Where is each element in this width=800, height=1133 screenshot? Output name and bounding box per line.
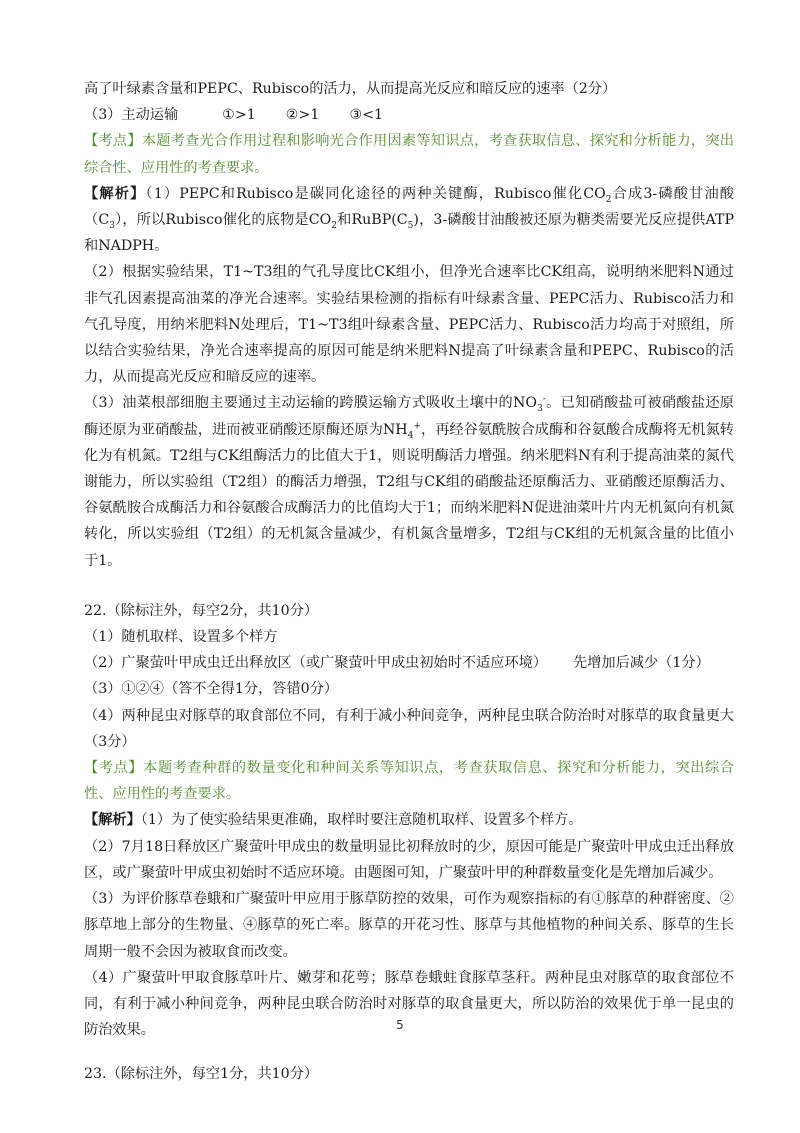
q21-jiexi-1-text-c: ），所以Rubisco催化的底物是CO bbox=[114, 212, 332, 229]
q21-answer-3-b: ②>1 bbox=[285, 107, 320, 124]
subscript: 3 bbox=[109, 220, 115, 231]
q21-kaodian-tag: 【考点】 bbox=[84, 133, 142, 150]
q21-jiexi-2: （2）根据实验结果，T1~T3组的气孔导度比CK组小，但净光合速率比CK组高，说明纳米肥料N通过非气孔因素提高油菜的净光合速率。实验结果检测的指标有叶绿素含量、PEPC活力、Rubisco活力和气孔导度，用纳米肥料N处理后，T1~T3组叶绿素含量、PEPC活力、Rubisco活力均高于对照组，所以结合实验结果，净光合速率提高的原因可能是纳米肥料N提高了叶绿素含量和PEPC、Rubisco的活力，从而提高光反应和暗反应的速率。 bbox=[84, 264, 734, 386]
q22-answer-2-b: 先增加后减少（1分） bbox=[573, 655, 710, 672]
q22-kaodian-text: 本题考查种群的数量变化和种间关系等知识点，考查获取信息、探究和分析能力，突出综合性、应用性的考查要求。 bbox=[84, 760, 734, 803]
q21-jiexi-3-text-a: （3）油菜根部细胞主要通过主动运输的跨膜运输方式吸收土壤中的NO bbox=[84, 395, 538, 412]
superscript: + bbox=[413, 420, 421, 431]
q21-jiexi-1-text-b: 合成3-磷酸甘油酸（C bbox=[84, 185, 734, 229]
subscript: 3 bbox=[537, 404, 543, 415]
q21-jiexi-3 bbox=[84, 390, 734, 573]
q21-jiexi-1-text-a: （1）PEPC和Rubisco是碳同化途径的两种关键酶，Rubisco催化CO bbox=[145, 185, 606, 202]
q22-kaodian-tag: 【考点】 bbox=[84, 760, 144, 777]
q21-kaodian bbox=[84, 128, 734, 180]
subscript: 2 bbox=[331, 220, 337, 231]
spacer bbox=[84, 574, 734, 598]
q21-jiexi-3-text-b: 。已知硝酸盐可被硝酸盐还原酶还原为亚硝酸盐，进而被亚硝酸还原酶还原为NH bbox=[84, 395, 734, 438]
q22-answer-3: （3）①②④（答不全得1分，答错0分） bbox=[84, 681, 339, 698]
q21-jiexi-tag: 【解析】 bbox=[84, 185, 146, 202]
q21-continuation-line: 高了叶绿素含量和PEPC、Rubisco的活力，从而提高光反应和暗反应的速率（2分） bbox=[84, 81, 617, 97]
page-number: 5 bbox=[396, 1018, 404, 1032]
q22-jiexi-tag: 【解析】 bbox=[84, 812, 141, 829]
q22-answer-2-a: （2）广聚萤叶甲成虫迁出释放区（或广聚萤叶甲成虫初始时不适应环境） bbox=[84, 655, 548, 672]
q22-jiexi-4: （4）广聚萤叶甲取食豚草叶片、嫩芽和花萼；豚草卷蛾蛀食豚草茎秆。两种昆虫对豚草的取食部位不同，有利于减小种间竞争，两种昆虫联合防治时对豚草的取食量更大，所以防治的效果优于单一昆虫的防治效果。 bbox=[84, 969, 734, 1039]
q21-answer-3-a: ①>1 bbox=[222, 107, 256, 124]
q21-answer-3-c: ③<1 bbox=[349, 107, 384, 124]
q21-answer-3 bbox=[84, 102, 734, 128]
q22-jiexi-2: （2）7月18日释放区广聚萤叶甲成虫的数量明显比初释放时的少，原因可能是广聚萤叶甲成虫迁出释放区，或广聚萤叶甲成虫初始时不适应环境。由题图可知，广聚萤叶甲的种群数量变化是先增加后减少。 bbox=[84, 838, 734, 881]
superscript: - bbox=[542, 394, 546, 405]
q22-answer-2 bbox=[84, 650, 734, 676]
subscript: 5 bbox=[407, 220, 414, 231]
q21-jiexi-3-text-c: ，再经谷氨酰胺合成酶和谷氨酸合成酶将无机氮转化为有机氮。T2组与CK组酶活力的比值大于1，则说明酶活力增强。纳米肥料N有利于提高油菜的氮代谢能力，所以实验组（T2组）的酶活力增强，T2组与CK组的硝酸盐还原酶活力、亚硝酸还原酶活力、谷氨酰胺合成酶活力和谷氨酸合成酶活力的比值均大于1；而纳米肥料N促进油菜叶片内无机氮向有机氮转化，所以实验组（T2组）的无机氮含量减少，有机氮含量增多，T2组与CK组的无机氮含量的比值小于1。 bbox=[84, 421, 734, 569]
subscript: 4 bbox=[407, 430, 414, 441]
q21-kaodian-text: 本题考查光合作用过程和影响光合作用因素等知识点，考查获取信息、探究和分析能力，突出综合性、应用性的考查要求。 bbox=[84, 133, 734, 176]
q21-jiexi-1-text-d: 和RuBP(C bbox=[336, 212, 408, 229]
q22-jiexi-3: （3）为评价豚草卷蛾和广聚萤叶甲应用于豚草防控的效果，可作为观察指标的有①豚草的种群密度、②豚草地上部分的生物量、④豚草的死亡率。豚草的开花习性、豚草与其他植物的种间关系、豚草的生长周期一般不会因为被取食而改变。 bbox=[84, 891, 734, 960]
q22-jiexi-1 bbox=[84, 807, 734, 833]
spacer bbox=[84, 1043, 734, 1061]
q23-header: 23.（除标注外，每空1分，共10分） bbox=[84, 1066, 319, 1083]
q22-answer-1: （1）随机取样、设置多个样方 bbox=[84, 629, 278, 646]
q22-answer-4: （4）两种昆虫对豚草的取食部位不同，有利于减小种间竞争，两种昆虫联合防治时对豚草的取食量更大（3分） bbox=[84, 707, 734, 750]
q22-jiexi-1-text: （1）为了使实验结果更准确，取样时要注意随机取样、设置多个样方。 bbox=[140, 812, 583, 829]
q21-answer-3-label: （3）主动运输 bbox=[84, 107, 179, 124]
q21-jiexi-1-text-e: )，3-磷酸甘油酸被还原为糖类需要光反应提供ATP和NADPH。 bbox=[84, 212, 735, 255]
q21-jiexi-1 bbox=[84, 181, 734, 260]
q22-header: 22.（除标注外，每空2分，共10分） bbox=[84, 602, 319, 619]
q22-kaodian bbox=[84, 755, 734, 807]
subscript: 2 bbox=[605, 194, 612, 205]
answer-content bbox=[84, 76, 734, 1088]
